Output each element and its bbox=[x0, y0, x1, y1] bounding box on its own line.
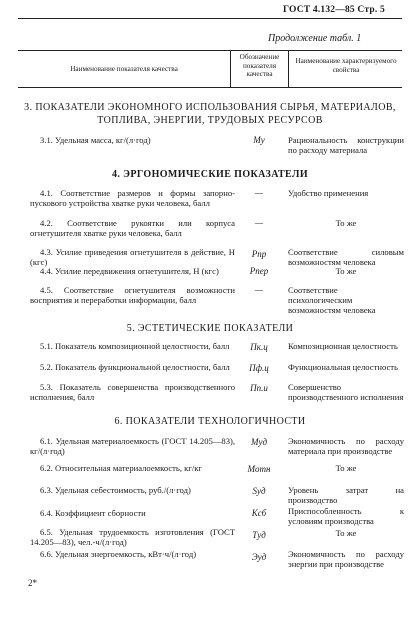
indicator-name: 4.1. Соответствие размеров и формы запорно-пускового устройства хватке руки человека, балл bbox=[30, 188, 235, 208]
section-title: 6. ПОКАЗАТЕЛИ ТЕХНОЛОГИЧНОСТИ bbox=[114, 416, 306, 427]
indicator-symbol: — bbox=[254, 285, 263, 295]
indicator-property: Соответствие силовым возможностям человека bbox=[288, 247, 404, 267]
indicator-name: 5.1. Показатель композиционной целостности, балл bbox=[40, 341, 230, 351]
indicator-property: То же bbox=[335, 218, 357, 228]
header-rule bbox=[18, 18, 402, 19]
indicator-symbol: Kсб bbox=[251, 508, 267, 518]
column-header-symbol: Обозначение показателя качества bbox=[239, 53, 280, 78]
indicator-property: Рациональность конструкции по расходу материала bbox=[288, 135, 404, 155]
indicator-symbol: Эуд bbox=[251, 552, 267, 562]
indicator-property: Удобство применения bbox=[288, 188, 369, 198]
indicator-name: 6.4. Коэффициент сборности bbox=[40, 508, 146, 518]
indicator-property: То же bbox=[335, 266, 357, 276]
column-divider bbox=[230, 50, 231, 87]
table-continuation-label: Продолжение табл. 1 bbox=[268, 33, 362, 44]
indicator-symbol: Пф.ц bbox=[249, 363, 269, 373]
page-number: 2* bbox=[28, 578, 37, 588]
column-header-property: Наименование характеризуемого свойства bbox=[295, 57, 397, 74]
indicator-symbol: Mотн bbox=[247, 464, 271, 474]
indicator-property: Приспособленность к условиям производства bbox=[288, 506, 404, 526]
indicator-name: 6.6. Удельная энергоемкость, кВт·ч/(л·год) bbox=[40, 549, 197, 559]
indicator-symbol: Mуд bbox=[250, 437, 268, 447]
indicator-name: 6.2. Относительная материалоемкость, кг/кг bbox=[40, 463, 202, 473]
indicator-symbol: Pпр bbox=[251, 249, 267, 259]
table-top-rule bbox=[18, 50, 402, 51]
indicator-name: 4.4. Усилие передвижения огнетушителя, Н (кгс) bbox=[40, 266, 219, 276]
column-divider bbox=[288, 50, 289, 87]
indicator-symbol: Pпер bbox=[249, 266, 269, 276]
indicator-name: 4.2. Соответствие рукоятки или корпуса огнетушителя хватке руки человека, балл bbox=[30, 218, 235, 238]
indicator-property: Уровень затрат на производство bbox=[288, 485, 404, 505]
indicator-name: 5.3. Показатель совершенства производственного исполнения, балл bbox=[30, 382, 235, 402]
indicator-property: То же bbox=[335, 463, 357, 473]
section-title: 5. ЭСТЕТИЧЕСКИЕ ПОКАЗАТЕЛИ bbox=[126, 323, 294, 334]
indicator-property: Соответствие психологическим возможностям человека bbox=[288, 285, 376, 315]
table-header-rule bbox=[18, 87, 402, 88]
indicator-property: Экономичность по расходу энергии при производстве bbox=[288, 549, 404, 569]
indicator-symbol: Пк.ц bbox=[250, 342, 268, 352]
column-header-name: Наименование показателя качества bbox=[70, 65, 178, 73]
indicator-name: 4.5. Соответствие огнетушителя возможности восприятия и переработки информации, балл bbox=[30, 285, 235, 305]
indicator-property: Композиционная целостность bbox=[288, 341, 398, 351]
document-code: ГОСТ 4.132—85 Стр. 5 bbox=[283, 5, 385, 15]
indicator-symbol: — bbox=[254, 218, 263, 228]
indicator-property: То же bbox=[335, 528, 357, 538]
indicator-symbol: — bbox=[254, 188, 263, 198]
indicator-name: 3.1. Удельная масса, кг/(л·год) bbox=[40, 135, 151, 145]
section-title: 4. ЭРГОНОМИЧЕСКИЕ ПОКАЗАТЕЛИ bbox=[111, 169, 309, 180]
indicator-property: Экономичность по расходу материала при производстве bbox=[288, 436, 404, 456]
indicator-name: 6.1. Удельная материалоемкость (ГОСТ 14.205—83), кг/(л·год) bbox=[30, 436, 235, 456]
indicator-symbol: Sуд bbox=[252, 486, 266, 496]
indicator-name: 6.3. Удельная себестоимость, руб./(л·год) bbox=[40, 485, 191, 495]
indicator-symbol: Пп.и bbox=[250, 383, 268, 393]
indicator-symbol: Mу bbox=[253, 135, 265, 145]
section-title: 3. ПОКАЗАТЕЛИ ЭКОНОМНОГО ИСПОЛЬЗОВАНИЯ СЫРЬЯ, МАТЕРИАЛОВ, ТОПЛИВА, ЭНЕРГИИ, ТРУДОВЫХ РЕСУРСОВ bbox=[24, 102, 396, 126]
indicator-symbol: Tуд bbox=[252, 530, 266, 540]
indicator-property: Функциональная целостность bbox=[288, 362, 398, 372]
indicator-name: 5.2. Показатель функциональной целостности, балл bbox=[40, 362, 230, 372]
indicator-name: 6.5. Удельная трудоемкость изготовления (ГОСТ 14.205—83), чел.-ч/(л·год) bbox=[30, 527, 235, 547]
indicator-name: 4.3. Усилие приведения огнетушителя в действие, Н (кгс) bbox=[30, 247, 235, 267]
indicator-property: Совершенство производственного исполнения bbox=[288, 382, 404, 402]
